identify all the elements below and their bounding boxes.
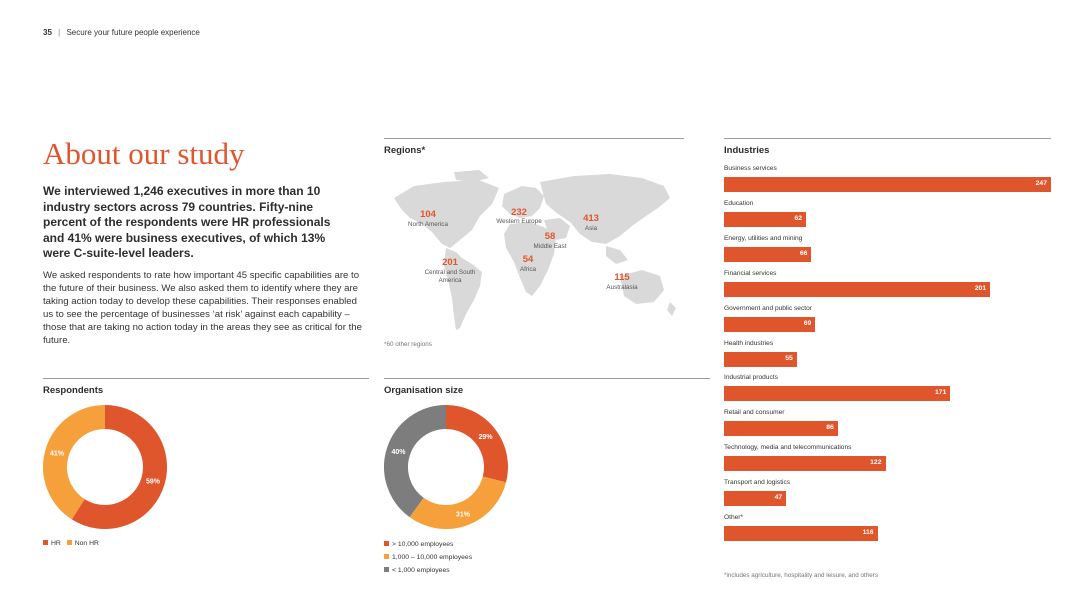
legend-swatch-medium [384, 554, 389, 559]
industry-bar-retail-and-consumer [724, 421, 838, 436]
orgsize-heading: Organisation size [384, 385, 464, 396]
page-title: About our study [43, 136, 245, 171]
industries-heading: Industries [724, 145, 770, 156]
industry-label-business-services: Business services [724, 165, 777, 172]
industry-value-industrial-products: 171 [935, 389, 947, 397]
industries-rule [724, 138, 1051, 139]
industry-bar-industrial-products [724, 386, 950, 401]
region-label-central-south-america: Central and South America [424, 269, 476, 284]
industry-label-education: Education [724, 199, 754, 207]
region-value-asia: 413 [583, 213, 599, 224]
respondents-slice-1 [55, 417, 105, 509]
industry-value-energy-utilities-and-mining: 66 [799, 249, 808, 257]
regions-rule [384, 138, 684, 139]
intro-lead: We interviewed 1,246 executives in more than 10 industry sectors across 79 countries. Fifty-nine percent of the respondents were HR professionals and 41% were business executives, of which 13% were C-suite-level leaders. [43, 184, 331, 260]
orgsize-legend-item-large: > 10,000 employees [384, 541, 453, 548]
industry-bar-energy-utilities-and-mining [724, 247, 811, 262]
region-label-asia: Asia [584, 225, 598, 232]
respondents-legend [43, 540, 99, 547]
legend-item-non-hr: Non HR [67, 540, 99, 547]
legend-item-hr: HR [43, 540, 61, 547]
region-value-central-south-america: 201 [442, 257, 458, 268]
respondents-heading: Respondents [43, 385, 104, 396]
regions-heading: Regions* [384, 145, 426, 156]
industry-label-health-industries: Health industries [724, 339, 774, 347]
respondents-donut-chart [43, 405, 167, 529]
orgsize-slice-2 [396, 417, 446, 507]
page-header [43, 28, 200, 37]
industry-label-retail-and-consumer: Retail and consumer [724, 409, 785, 417]
industry-label-industrial-products: Industrial products [724, 374, 778, 382]
respondents-slice-label-1: 41% [49, 450, 64, 458]
industry-label-transport-and-logistics: Transport and logistics [724, 479, 791, 487]
region-value-north-america: 104 [420, 209, 436, 220]
legend-swatch-large [384, 541, 389, 546]
intro-body: We asked respondents to rate how important 45 specific capabilities are to the future of their business. We also asked them to identify where they are taking action today to develop these capabilities. Their responses enabled us to see the percentage of businesses ‘at risk’ against each capability – those that are taking no action today in the areas they see as critical for the future. [43, 270, 362, 346]
industry-value-financial-services: 201 [974, 284, 987, 292]
industry-bar-business-services [724, 177, 1051, 192]
industry-bar-transport-and-logistics [724, 491, 786, 506]
region-label-western-europe: Western Europe [496, 218, 542, 225]
region-label-north-america: North America [408, 221, 448, 228]
region-value-middle-east: 58 [544, 231, 556, 242]
industry-label-other: Other* [724, 514, 744, 521]
world-map [384, 168, 684, 338]
region-value-western-europe: 232 [511, 207, 527, 218]
page-number: 35 [43, 28, 52, 37]
industry-bar-other [724, 526, 878, 541]
legend-swatch-non-hr [67, 540, 72, 545]
industry-value-transport-and-logistics: 47 [774, 494, 783, 502]
industry-value-business-services: 247 [1035, 180, 1047, 187]
industry-label-government-and-public-sector: Government and public sector [724, 304, 812, 312]
industry-bar-government-and-public-sector [724, 317, 815, 332]
legend-swatch-small [384, 567, 389, 572]
orgsize-slice-label-0: 29% [478, 433, 493, 441]
region-label-australasia: Australasia [606, 284, 638, 291]
region-label-africa: Africa [519, 266, 537, 273]
industry-bar-education [724, 212, 806, 227]
orgsize-slice-0 [446, 417, 496, 479]
industry-label-technology-media-and-telecommunications: Technology, media and telecommunications [724, 444, 852, 452]
regions-footnote: *60 other regions [384, 341, 432, 348]
region-value-australasia: 115 [614, 272, 630, 283]
orgsize-slice-label-1: 31% [455, 511, 470, 519]
industry-bar-health-industries [724, 352, 797, 367]
industry-value-other: 116 [862, 529, 874, 536]
legend-swatch-hr [43, 540, 48, 545]
industry-value-government-and-public-sector: 69 [803, 319, 812, 327]
industry-bar-financial-services [724, 282, 990, 297]
industry-value-retail-and-consumer: 86 [826, 424, 834, 432]
orgsize-rule [384, 378, 710, 379]
industry-label-energy-utilities-and-mining: Energy, utilities and mining [724, 234, 803, 242]
orgsize-slice-label-2: 40% [391, 449, 406, 457]
orgsize-legend-item-small: < 1,000 employees [384, 567, 450, 574]
industry-bar-technology-media-and-telecommunications [724, 456, 886, 471]
region-value-africa: 54 [522, 254, 534, 265]
region-label-middle-east: Middle East [533, 243, 567, 250]
respondents-rule [43, 378, 369, 379]
respondents-slice-label-0: 59% [146, 478, 161, 486]
running-title: Secure your future people experience [66, 28, 200, 37]
industry-label-financial-services: Financial services [724, 269, 777, 277]
header-separator: | [58, 28, 61, 37]
industries-footnote: *includes agriculture, hospitality and leisure, and others [724, 572, 879, 579]
industry-value-health-industries: 55 [785, 354, 793, 362]
industry-value-technology-media-and-telecommunications: 122 [870, 459, 882, 467]
orgsize-donut-chart [384, 405, 508, 529]
industry-value-education: 62 [794, 214, 803, 222]
orgsize-legend-item-medium: 1,000 – 10,000 employees [384, 554, 472, 561]
